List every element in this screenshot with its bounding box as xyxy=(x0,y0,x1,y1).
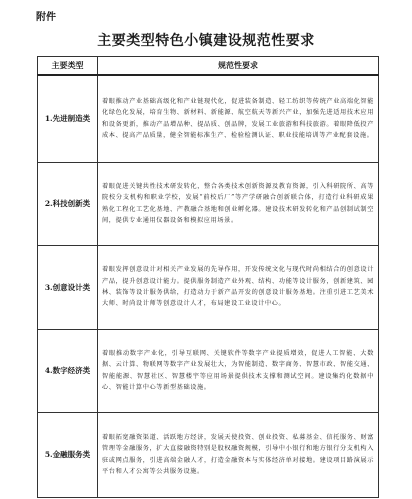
table-row xyxy=(38,329,379,412)
table-row xyxy=(38,75,379,162)
category-cell: 2.科技创新类 xyxy=(38,162,98,245)
category-cell: 5.金融服务类 xyxy=(38,412,98,497)
requirement-cell: 着眼促进关键共性技术研发转化，整合各类技术创新资源及教育资源，引入科研院所、高等院校分支机构和职业学校，发展“前校后厂”等产学研融合创新联合体，打造行业科研成果熟化工程化工艺化基地、产教融合基地和创业孵化器。建设技术研发转化和产品创制试制空间，提供专业通用仪器设备和模拟应用场景。 xyxy=(98,162,379,245)
table-row xyxy=(38,162,379,245)
category-cell: 3.创意设计类 xyxy=(38,245,98,329)
category-cell: 4.数字经济类 xyxy=(38,329,98,412)
requirement-cell: 着眼推动产业基础高级化和产业链现代化，促进装备制造、轻工纺织等传统产业高端化智能化绿色化发展，培育生物、新材料、新能源、航空航天等新兴产业，加强先进适用技术应用和设备更新，推动产品增品种、提品质、创品牌，发展工业旅游和科技旅游。着眼降低投产成本、提高产品质量，健全智能标准生产、检验检测认证、职业技能培训等产业配套设施。 xyxy=(98,75,379,162)
requirements-table xyxy=(37,56,379,498)
table-header-row xyxy=(38,57,379,76)
category-cell: 1.先进制造类 xyxy=(38,75,98,162)
attachment-label: 附件 xyxy=(36,12,56,23)
table-row xyxy=(38,245,379,329)
requirement-cell: 着眼推动数字产业化，引导互联网、关键软件等数字产业提质增效，促进人工智能、大数据、云计算、物联网等数字产业发展壮大，为智能制造、数字商务、智慧市政、智能交通、智能能源、智慧社区、智慧楼宇等应用场景提供技术支撑和测试空间。建设集约化数据中心、智能计算中心等新型基础设施。 xyxy=(98,329,379,412)
requirement-cell: 着眼发挥创意设计对相关产业发展的先导作用，开发传统文化与现代时尚相结合的创意设计产品，提升创意设计能力。提供服务制造产业外观、结构、功能等设计服务，创新建筑、园林、装饰等设计服务供给，打造动力于新产品开发的创意设计服务基地。注重引进工艺美术大师、时尚设计师等创意设计人才，布局建设工业设计中心。 xyxy=(98,245,379,329)
table-row xyxy=(38,412,379,497)
header-requirement: 规范性要求 xyxy=(98,57,379,76)
document-title: 主要类型特色小镇建设规范性要求 xyxy=(97,33,315,49)
header-category: 主要类型 xyxy=(38,57,98,76)
requirement-cell: 着眼拓宽融资渠道、活跃地方经济，发展天使投资、创业投资、私募基金、信托服务、财富管理等金融服务，扩大直接融资特别是股权融资规模，引导中小银行和地方银行分支机构入驻或网点服务，引进高端金融人才，打造金融资本与实体经济单对接地。建设项目路演展示平台和人才公寓等公共服务设施。 xyxy=(98,412,379,497)
